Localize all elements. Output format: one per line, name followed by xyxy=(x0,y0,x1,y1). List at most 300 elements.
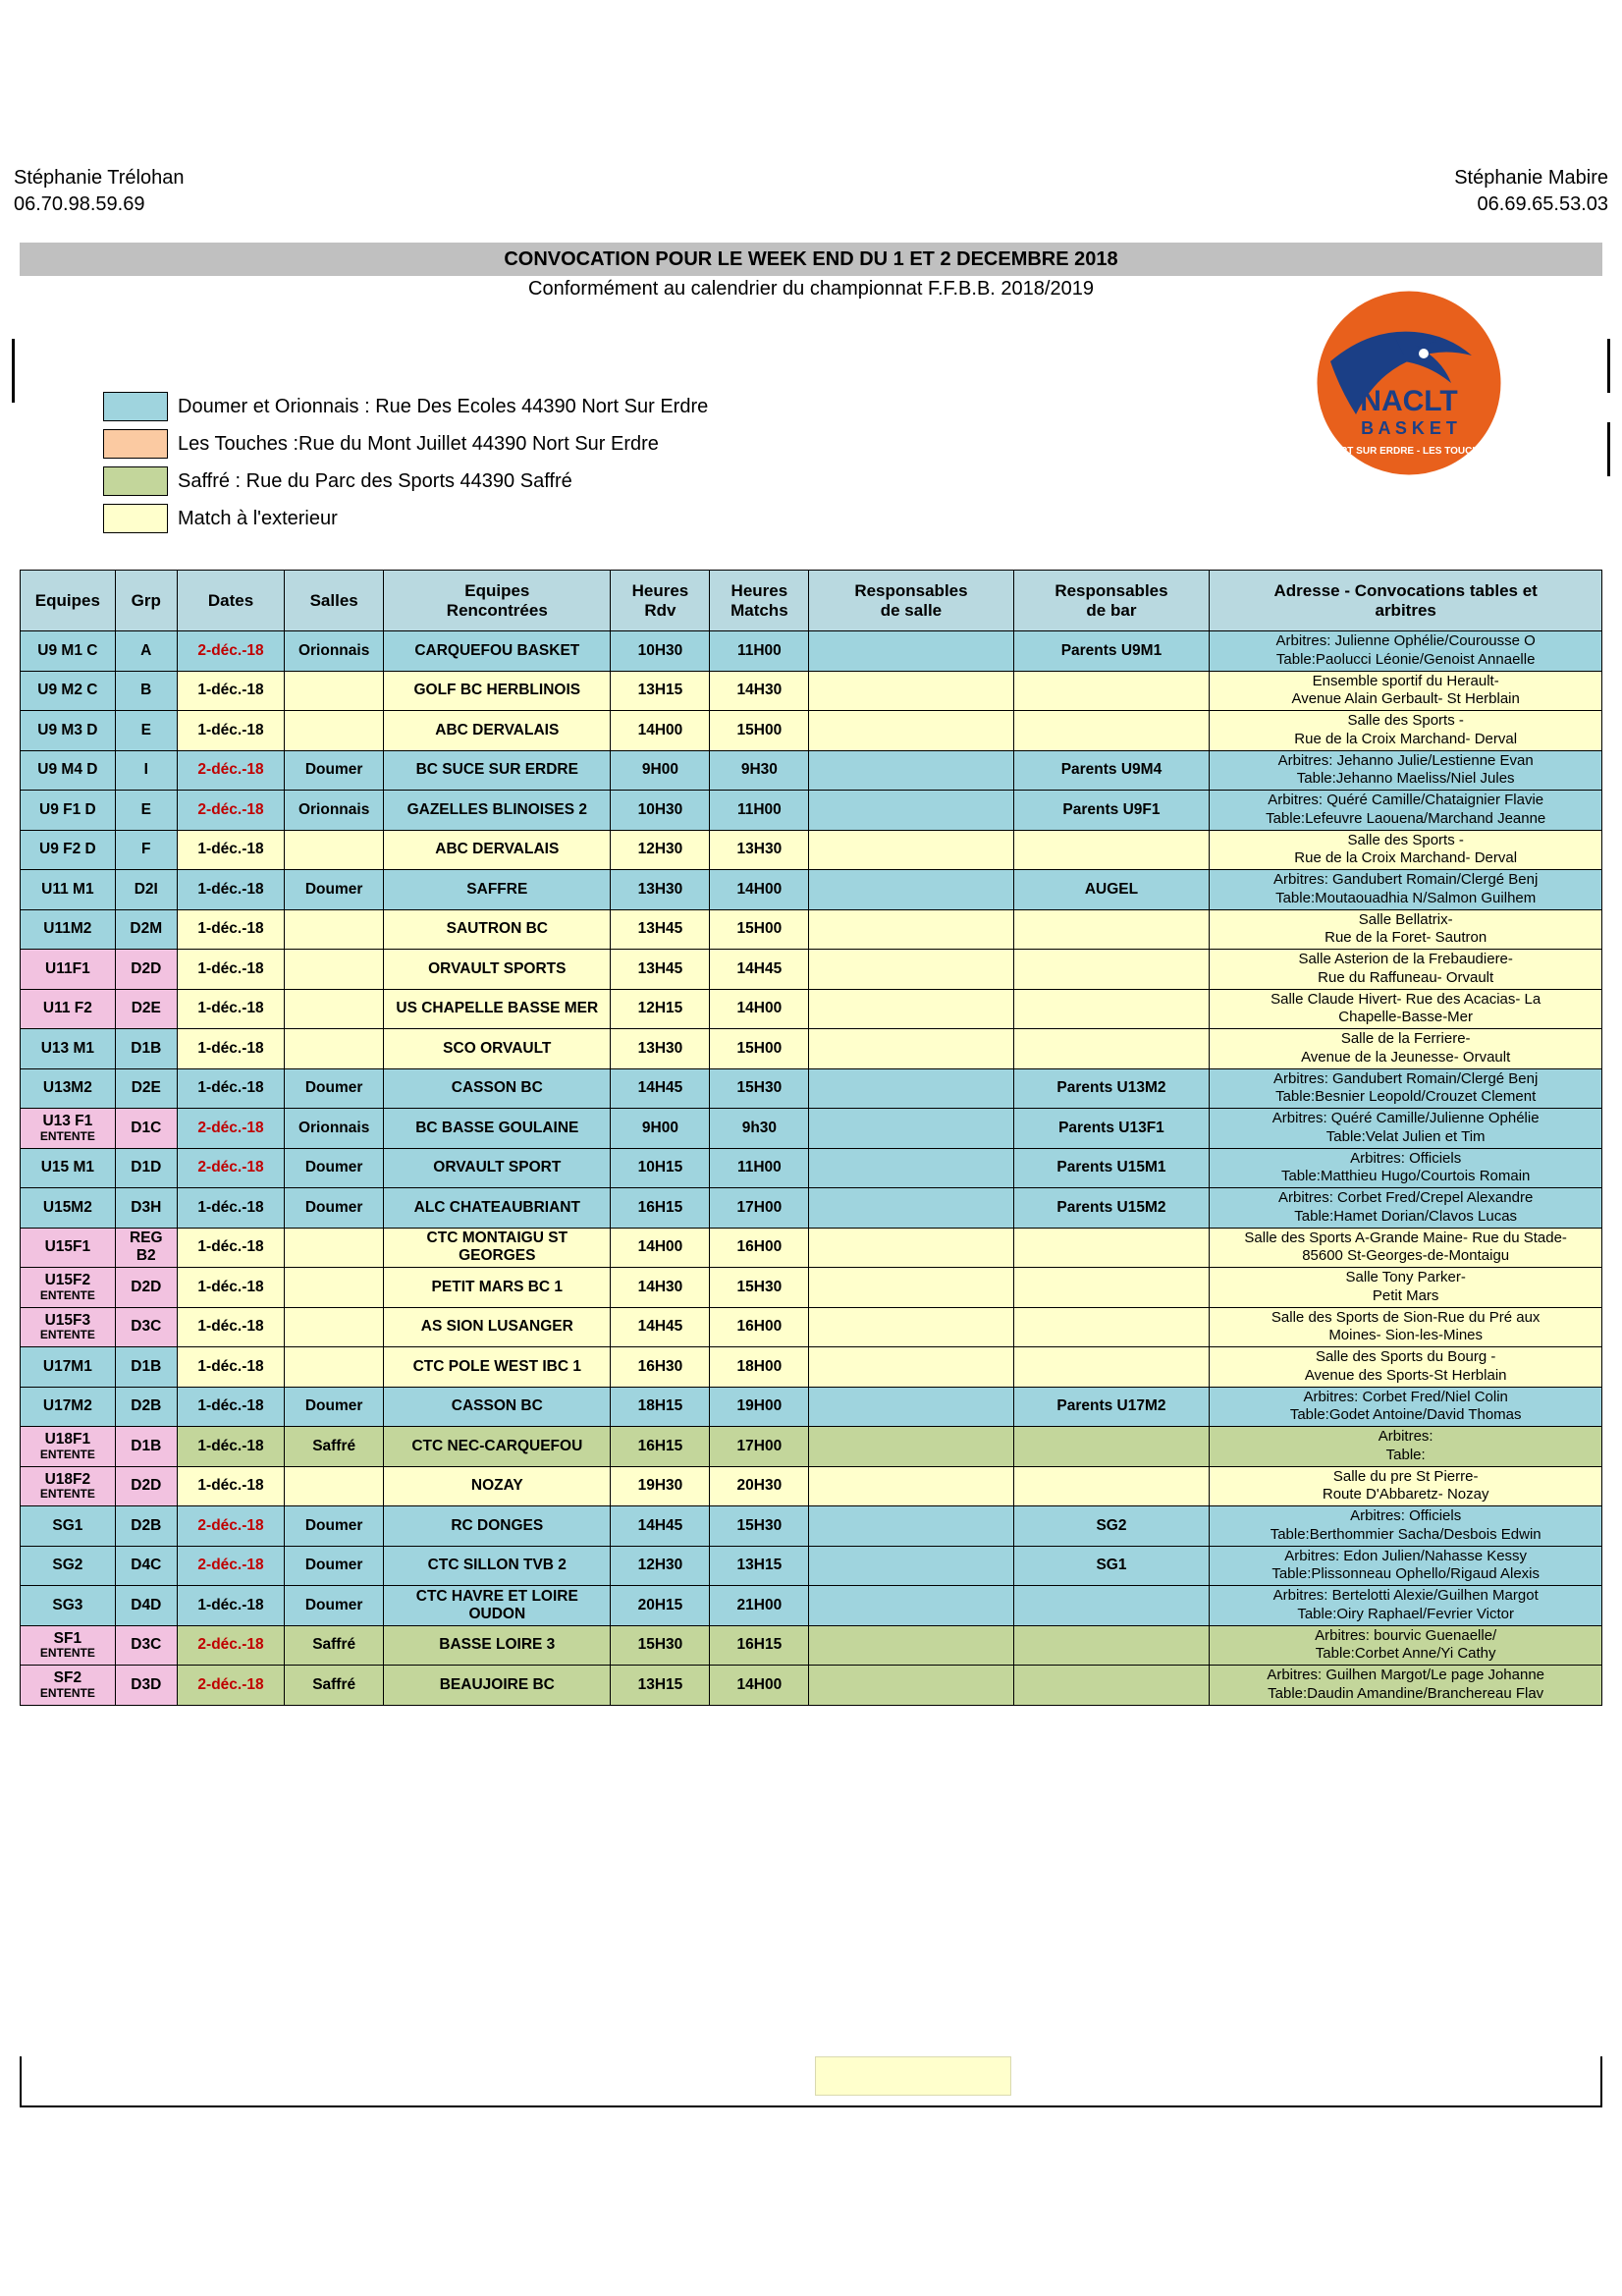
cell-opponent: CTC HAVRE ET LOIRE OUDON xyxy=(384,1586,611,1626)
cell-match-time: 11H00 xyxy=(710,631,809,672)
team-name: SG2 xyxy=(52,1557,83,1574)
cell-bar-manager xyxy=(1013,1307,1210,1347)
cell-address-officials xyxy=(1210,1347,1602,1388)
cell-rdv-time: 14H30 xyxy=(611,1268,710,1308)
table-row xyxy=(21,1387,1602,1427)
cell-hall-manager xyxy=(809,750,1013,791)
contact-left-phone: 06.70.98.59.69 xyxy=(14,193,145,215)
team-name: U11 M1 xyxy=(41,880,94,898)
cell-hall: Saffré xyxy=(285,1625,384,1666)
team-name: SF2 xyxy=(53,1669,82,1687)
page-subtitle: Conformément au calendrier du championnat F.F.B.B. 2018/2019 xyxy=(528,278,1094,300)
cell-team xyxy=(21,750,116,791)
cell-opponent: CASSON BC xyxy=(384,1068,611,1109)
table-row xyxy=(21,830,1602,870)
cell-hall-manager xyxy=(809,989,1013,1029)
convocation-table xyxy=(20,570,1602,1706)
cell-match-time: 13H30 xyxy=(710,830,809,870)
cell-group: D1C xyxy=(115,1109,177,1149)
cell-date: 1-déc.-18 xyxy=(177,1586,284,1626)
cell-bar-manager xyxy=(1013,830,1210,870)
column-header xyxy=(21,571,116,631)
team-entente-label: ENTENTE xyxy=(39,1487,95,1502)
cell-rdv-time: 10H15 xyxy=(611,1148,710,1188)
cell-bar-manager: Parents U9M1 xyxy=(1013,631,1210,672)
cell-address-officials xyxy=(1210,909,1602,950)
cell-group: REG B2 xyxy=(115,1228,177,1268)
team-entente-label: ENTENTE xyxy=(39,1287,95,1302)
address-line1: Arbitres: Corbet Fred/Niel Colin xyxy=(1303,1388,1508,1405)
cell-match-time: 15H30 xyxy=(710,1268,809,1308)
team-entente-label: ENTENTE xyxy=(39,1328,95,1342)
address-line1: Salle de la Ferriere- xyxy=(1340,1030,1471,1047)
cell-hall-manager xyxy=(809,671,1013,711)
cell-opponent: SAUTRON BC xyxy=(384,909,611,950)
cell-address-officials xyxy=(1210,1109,1602,1149)
cell-bar-manager xyxy=(1013,1347,1210,1388)
cell-team xyxy=(21,909,116,950)
address-line2: Table:Plissonneau Ophello/Rigaud Alexis xyxy=(1271,1565,1541,1583)
cell-bar-manager: Parents U15M1 xyxy=(1013,1148,1210,1188)
team-name: U17M1 xyxy=(42,1357,92,1375)
cell-group: E xyxy=(115,791,177,831)
cell-bar-manager: Parents U13M2 xyxy=(1013,1068,1210,1109)
cell-bar-manager xyxy=(1013,1427,1210,1467)
table-header xyxy=(21,571,1602,631)
cell-match-time: 16H00 xyxy=(710,1307,809,1347)
logo-line1: NACLT xyxy=(1360,385,1458,417)
address-line1: Salle du pre St Pierre- xyxy=(1332,1467,1479,1485)
team-name: U13 F1 xyxy=(42,1113,93,1130)
cell-rdv-time: 13H30 xyxy=(611,1029,710,1069)
column-header xyxy=(384,571,611,631)
cell-hall: Doumer xyxy=(285,1546,384,1586)
column-header xyxy=(177,571,284,631)
address-line2: Avenue Alain Gerbault- St Herblain xyxy=(1291,690,1520,708)
cell-hall-manager xyxy=(809,791,1013,831)
cell-rdv-time: 14H00 xyxy=(611,711,710,751)
table-row xyxy=(21,870,1602,910)
cell-date: 1-déc.-18 xyxy=(177,909,284,950)
cell-bar-manager xyxy=(1013,1466,1210,1506)
cell-match-time: 15H00 xyxy=(710,909,809,950)
cell-hall: Orionnais xyxy=(285,791,384,831)
address-line1: Salle Asterion de la Frebaudiere- xyxy=(1298,951,1513,967)
cell-opponent: ORVAULT SPORT xyxy=(384,1148,611,1188)
address-line2: Route D'Abbaretz- Nozay xyxy=(1322,1486,1489,1503)
table-row xyxy=(21,909,1602,950)
table-row xyxy=(21,989,1602,1029)
cell-rdv-time: 14H45 xyxy=(611,1506,710,1547)
cell-team xyxy=(21,1347,116,1388)
column-header xyxy=(710,571,809,631)
cell-date: 1-déc.-18 xyxy=(177,1387,284,1427)
cell-rdv-time: 14H00 xyxy=(611,1228,710,1268)
cell-team xyxy=(21,791,116,831)
cell-team xyxy=(21,1307,116,1347)
address-line1: Arbitres: bourvic Guenaelle/ xyxy=(1315,1626,1497,1644)
cell-hall xyxy=(285,1307,384,1347)
team-name: U9 M3 D xyxy=(37,721,98,738)
legend-row xyxy=(103,500,708,537)
cell-match-time: 11H00 xyxy=(710,791,809,831)
cell-team xyxy=(21,1029,116,1069)
cell-match-time: 19H00 xyxy=(710,1387,809,1427)
address-line2: Table:Berthommier Sacha/Desbois Edwin xyxy=(1270,1525,1541,1543)
cell-bar-manager xyxy=(1013,671,1210,711)
cell-group: D1B xyxy=(115,1029,177,1069)
contact-left-name: Stéphanie Trélohan xyxy=(14,167,185,189)
legend-row xyxy=(103,388,708,425)
cell-hall: Doumer xyxy=(285,750,384,791)
cell-bar-manager xyxy=(1013,1625,1210,1666)
table-row xyxy=(21,711,1602,751)
cell-rdv-time: 13H15 xyxy=(611,671,710,711)
cell-bar-manager: Parents U13F1 xyxy=(1013,1109,1210,1149)
cell-team xyxy=(21,1268,116,1308)
address-line1: Salle des Sports - xyxy=(1347,712,1464,729)
column-header-line2: arbitres xyxy=(1375,600,1436,620)
cell-opponent: SCO ORVAULT xyxy=(384,1029,611,1069)
cell-team xyxy=(21,1506,116,1547)
legend-label: Saffré : Rue du Parc des Sports 44390 Saffré xyxy=(178,469,572,492)
cell-bar-manager xyxy=(1013,909,1210,950)
cell-rdv-time: 19H30 xyxy=(611,1466,710,1506)
address-line1: Arbitres: Quéré Camille/Julienne Ophélie xyxy=(1271,1110,1540,1126)
cell-match-time: 9H30 xyxy=(710,750,809,791)
cell-match-time: 9h30 xyxy=(710,1109,809,1149)
cell-hall-manager xyxy=(809,1506,1013,1547)
table-row xyxy=(21,1268,1602,1308)
cell-bar-manager: Parents U15M2 xyxy=(1013,1188,1210,1229)
address-line1: Arbitres: Officiels xyxy=(1350,1507,1462,1524)
address-line1: Arbitres: Guilhen Margot/Le page Johanne xyxy=(1267,1667,1545,1683)
cell-hall xyxy=(285,1466,384,1506)
cell-opponent: CTC POLE WEST IBC 1 xyxy=(384,1347,611,1388)
column-header-line1: Heures xyxy=(631,580,689,600)
cell-hall-manager xyxy=(809,950,1013,990)
cell-date: 1-déc.-18 xyxy=(177,1347,284,1388)
column-header-line1: Equipes xyxy=(34,590,100,610)
cell-match-time: 15H00 xyxy=(710,1029,809,1069)
cell-date: 2-déc.-18 xyxy=(177,631,284,672)
margin-tick-top xyxy=(12,339,15,403)
team-entente-label: ENTENTE xyxy=(39,1447,95,1461)
team-name: SF1 xyxy=(53,1629,82,1647)
cell-address-officials xyxy=(1210,830,1602,870)
cell-date: 1-déc.-18 xyxy=(177,870,284,910)
cell-bar-manager: SG2 xyxy=(1013,1506,1210,1547)
cell-hall-manager xyxy=(809,1387,1013,1427)
address-line1: Salle des Sports - xyxy=(1347,831,1464,848)
cell-hall: Saffré xyxy=(285,1666,384,1706)
table-row xyxy=(21,1466,1602,1506)
address-line2: Chapelle-Basse-Mer xyxy=(1338,1009,1474,1026)
table-row xyxy=(21,631,1602,672)
cell-match-time: 13H15 xyxy=(710,1546,809,1586)
cell-rdv-time: 14H45 xyxy=(611,1307,710,1347)
cell-hall: Doumer xyxy=(285,870,384,910)
cell-address-officials xyxy=(1210,631,1602,672)
logo-line3: NORT SUR ERDRE - LES TOUCHES xyxy=(1325,446,1492,457)
team-name: U18F1 xyxy=(44,1431,91,1449)
cell-group: B xyxy=(115,671,177,711)
team-entente-label: ENTENTE xyxy=(39,1128,95,1143)
table-row xyxy=(21,1029,1602,1069)
team-name: SG1 xyxy=(52,1516,83,1534)
address-line2: Table:Corbet Anne/Yi Cathy xyxy=(1315,1645,1496,1663)
team-name: U9 F2 D xyxy=(39,841,96,858)
cell-group: D2E xyxy=(115,1068,177,1109)
column-header xyxy=(115,571,177,631)
cell-hall-manager xyxy=(809,1466,1013,1506)
cell-address-officials xyxy=(1210,711,1602,751)
cell-hall-manager xyxy=(809,1586,1013,1626)
cell-hall-manager xyxy=(809,1307,1013,1347)
cell-date: 1-déc.-18 xyxy=(177,1029,284,1069)
address-line2: Table:Oiry Raphael/Fevrier Victor xyxy=(1297,1605,1514,1622)
cell-hall xyxy=(285,671,384,711)
cell-match-time: 15H30 xyxy=(710,1068,809,1109)
cell-date: 1-déc.-18 xyxy=(177,711,284,751)
table-row xyxy=(21,1148,1602,1188)
cell-opponent: ORVAULT SPORTS xyxy=(384,950,611,990)
cell-opponent: RC DONGES xyxy=(384,1506,611,1547)
legend-row xyxy=(103,463,708,500)
team-name: SG3 xyxy=(52,1596,83,1613)
margin-tick-right-1 xyxy=(1607,339,1610,393)
cell-date: 1-déc.-18 xyxy=(177,1068,284,1109)
cell-group: D2B xyxy=(115,1387,177,1427)
cell-hall: Doumer xyxy=(285,1586,384,1626)
cell-date: 1-déc.-18 xyxy=(177,1466,284,1506)
cell-date: 1-déc.-18 xyxy=(177,1228,284,1268)
cell-date: 1-déc.-18 xyxy=(177,1268,284,1308)
cell-bar-manager: Parents U9F1 xyxy=(1013,791,1210,831)
cell-team xyxy=(21,989,116,1029)
cell-group: D3H xyxy=(115,1188,177,1229)
cell-date: 2-déc.-18 xyxy=(177,1625,284,1666)
column-header-line1: Salles xyxy=(309,590,358,610)
address-line2: Table:Velat Julien et Tim xyxy=(1325,1127,1486,1145)
table-row xyxy=(21,1625,1602,1666)
cell-hall xyxy=(285,909,384,950)
cell-bar-manager xyxy=(1013,950,1210,990)
cell-address-officials xyxy=(1210,1427,1602,1467)
table-row xyxy=(21,1506,1602,1547)
cell-date: 1-déc.-18 xyxy=(177,1188,284,1229)
address-line2: Table:Paolucci Léonie/Genoist Annaelle xyxy=(1275,650,1536,668)
legend xyxy=(103,388,708,537)
cell-hall-manager xyxy=(809,1347,1013,1388)
team-name: U15 M1 xyxy=(40,1159,94,1176)
cell-group: D2I xyxy=(115,870,177,910)
cell-bar-manager xyxy=(1013,1268,1210,1308)
cell-address-officials xyxy=(1210,1466,1602,1506)
table-row xyxy=(21,750,1602,791)
cell-hall xyxy=(285,1268,384,1308)
cell-rdv-time: 9H00 xyxy=(611,750,710,791)
cell-opponent: US CHAPELLE BASSE MER xyxy=(384,989,611,1029)
cell-group: A xyxy=(115,631,177,672)
column-header xyxy=(809,571,1013,631)
column-header-line1: Responsables xyxy=(854,580,968,600)
column-header-line1: Responsables xyxy=(1054,580,1168,600)
legend-label: Match à l'exterieur xyxy=(178,507,338,529)
cell-group: I xyxy=(115,750,177,791)
team-name: U9 M4 D xyxy=(37,761,98,779)
cell-team xyxy=(21,1188,116,1229)
cell-group: D4D xyxy=(115,1586,177,1626)
cell-address-officials xyxy=(1210,750,1602,791)
cell-address-officials xyxy=(1210,1625,1602,1666)
address-line1: Salle des Sports de Sion-Rue du Pré aux xyxy=(1271,1308,1541,1326)
club-logo xyxy=(1276,285,1541,481)
team-name: U11F1 xyxy=(45,959,90,977)
team-name: U13 M1 xyxy=(40,1039,94,1057)
cell-team xyxy=(21,1148,116,1188)
cell-group: D1B xyxy=(115,1427,177,1467)
cell-date: 2-déc.-18 xyxy=(177,1109,284,1149)
cell-group: D4C xyxy=(115,1546,177,1586)
address-line1: Arbitres: Gandubert Romain/Clergé Benj xyxy=(1273,871,1539,888)
margin-tick-right-2 xyxy=(1607,422,1610,476)
team-name: U9 M2 C xyxy=(37,682,98,699)
cell-group: D2B xyxy=(115,1506,177,1547)
address-line1: Salle Tony Parker- xyxy=(1345,1269,1466,1285)
cell-address-officials xyxy=(1210,950,1602,990)
cell-opponent: NOZAY xyxy=(384,1466,611,1506)
cell-address-officials xyxy=(1210,1586,1602,1626)
cell-hall-manager xyxy=(809,1029,1013,1069)
cell-hall-manager xyxy=(809,1546,1013,1586)
address-line1: Salle Claude Hivert- Rue des Acacias- La xyxy=(1271,990,1541,1008)
cell-address-officials xyxy=(1210,1268,1602,1308)
table-row xyxy=(21,1228,1602,1268)
cell-bar-manager xyxy=(1013,1228,1210,1268)
cell-group: D2E xyxy=(115,989,177,1029)
column-header-line1: Heures xyxy=(730,580,788,600)
cell-address-officials xyxy=(1210,1029,1602,1069)
team-name: U17M2 xyxy=(42,1397,92,1415)
cell-hall xyxy=(285,1228,384,1268)
address-line1: Arbitres: Officiels xyxy=(1350,1149,1462,1167)
column-header-line1: Grp xyxy=(131,590,161,610)
cell-rdv-time: 10H30 xyxy=(611,791,710,831)
column-header xyxy=(285,571,384,631)
cell-date: 1-déc.-18 xyxy=(177,1427,284,1467)
team-name: U15M2 xyxy=(42,1198,92,1216)
address-line2: Petit Mars xyxy=(1372,1286,1439,1304)
address-line2: Table:Jehanno Maeliss/Niel Jules xyxy=(1296,770,1515,788)
cell-opponent: BC SUCE SUR ERDRE xyxy=(384,750,611,791)
column-header-line2: Matchs xyxy=(730,600,788,620)
contacts-header xyxy=(0,165,1622,218)
cell-match-time: 14H00 xyxy=(710,870,809,910)
cell-hall: Doumer xyxy=(285,1387,384,1427)
cell-hall: Doumer xyxy=(285,1506,384,1547)
legend-swatch xyxy=(103,429,168,459)
contact-left xyxy=(14,165,184,218)
address-line2: Moines- Sion-les-Mines xyxy=(1328,1327,1484,1344)
address-line2: Table:Hamet Dorian/Clavos Lucas xyxy=(1294,1207,1518,1225)
address-line1: Salle des Sports du Bourg - xyxy=(1315,1348,1496,1365)
cell-team xyxy=(21,631,116,672)
cell-bar-manager xyxy=(1013,1666,1210,1706)
contact-right xyxy=(1454,165,1608,218)
cell-address-officials xyxy=(1210,1387,1602,1427)
team-entente-label: ENTENTE xyxy=(39,1685,95,1700)
cell-hall-manager xyxy=(809,1268,1013,1308)
cell-team xyxy=(21,671,116,711)
cell-hall-manager xyxy=(809,830,1013,870)
cell-team xyxy=(21,1228,116,1268)
address-line2: Avenue des Sports-St Herblain xyxy=(1304,1366,1507,1384)
cell-hall-manager xyxy=(809,1068,1013,1109)
cell-address-officials xyxy=(1210,1068,1602,1109)
cell-hall xyxy=(285,711,384,751)
cell-hall-manager xyxy=(809,1109,1013,1149)
cell-hall-manager xyxy=(809,631,1013,672)
cell-opponent: BC BASSE GOULAINE xyxy=(384,1109,611,1149)
address-line2: Rue de la Croix Marchand- Derval xyxy=(1294,730,1518,747)
cell-hall xyxy=(285,989,384,1029)
address-line1: Arbitres: Julienne Ophélie/Courousse O xyxy=(1275,632,1536,649)
cell-hall xyxy=(285,950,384,990)
table-row xyxy=(21,791,1602,831)
legend-swatch xyxy=(103,504,168,533)
column-header-line2: Rencontrées xyxy=(446,600,548,620)
cell-date: 1-déc.-18 xyxy=(177,1307,284,1347)
address-line1: Arbitres: xyxy=(1378,1428,1433,1445)
legend-label: Doumer et Orionnais : Rue Des Ecoles 44390 Nort Sur Erdre xyxy=(178,395,709,417)
cell-rdv-time: 10H30 xyxy=(611,631,710,672)
cell-date: 1-déc.-18 xyxy=(177,671,284,711)
team-name: U18F2 xyxy=(44,1470,91,1488)
cell-rdv-time: 20H15 xyxy=(611,1586,710,1626)
cell-group: D2D xyxy=(115,1466,177,1506)
address-line1: Arbitres: Corbet Fred/Crepel Alexandre xyxy=(1278,1189,1534,1206)
column-header-line1: Equipes xyxy=(464,580,530,600)
cell-opponent: PETIT MARS BC 1 xyxy=(384,1268,611,1308)
cell-hall: Doumer xyxy=(285,1188,384,1229)
legend-row xyxy=(103,425,708,463)
cell-hall xyxy=(285,1347,384,1388)
cell-rdv-time: 16H30 xyxy=(611,1347,710,1388)
cell-bar-manager: AUGEL xyxy=(1013,870,1210,910)
team-name: U15F3 xyxy=(44,1311,91,1329)
page-title: CONVOCATION POUR LE WEEK END DU 1 ET 2 DECEMBRE 2018 xyxy=(20,243,1602,276)
cell-date: 1-déc.-18 xyxy=(177,950,284,990)
table-header-row xyxy=(21,571,1602,631)
cell-opponent: GOLF BC HERBLINOIS xyxy=(384,671,611,711)
address-line2: Table:Godet Antoine/David Thomas xyxy=(1289,1406,1522,1424)
address-line1: Arbitres: Edon Julien/Nahasse Kessy xyxy=(1284,1547,1528,1564)
cell-group: D2M xyxy=(115,909,177,950)
cell-match-time: 18H00 xyxy=(710,1347,809,1388)
address-line2: Rue de la Foret- Sautron xyxy=(1325,929,1487,947)
cell-hall: Orionnais xyxy=(285,631,384,672)
table-row xyxy=(21,1068,1602,1109)
cell-rdv-time: 13H15 xyxy=(611,1666,710,1706)
cell-team xyxy=(21,950,116,990)
cell-rdv-time: 18H15 xyxy=(611,1387,710,1427)
cell-group: F xyxy=(115,830,177,870)
cell-group: D2D xyxy=(115,950,177,990)
cell-hall-manager xyxy=(809,1188,1013,1229)
cell-date: 2-déc.-18 xyxy=(177,1666,284,1706)
column-header-line2: de salle xyxy=(880,600,943,620)
